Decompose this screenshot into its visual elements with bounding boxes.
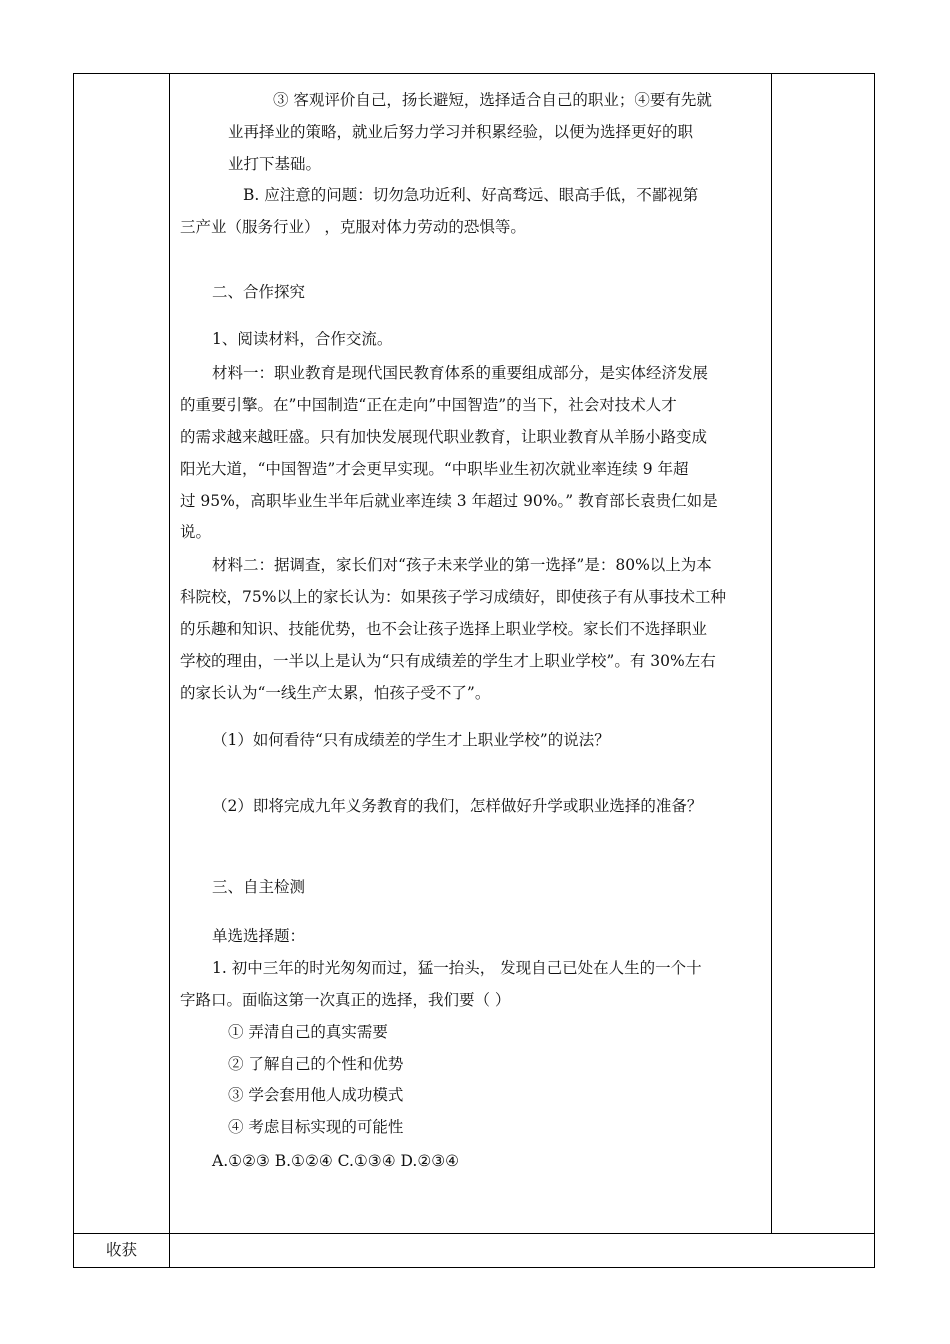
table-bottom-border — [73, 1267, 875, 1268]
row-divider — [73, 1233, 875, 1234]
question-1-line-2: 字路口。面临这第一次真正的选择，我们要（ ） — [180, 991, 511, 1009]
discussion-question-1: （1）如何看待“只有成绩差的学生才上职业学校”的说法？ — [212, 731, 610, 749]
harvest-label: 收获 — [106, 1241, 138, 1259]
question-option: ④ 考虑目标实现的可能性 — [228, 1118, 404, 1136]
discussion-question-2: （2）即将完成九年义务教育的我们，怎样做好升学或职业选择的准备？ — [212, 797, 703, 815]
question-option: ③ 学会套用他人成功模式 — [228, 1086, 404, 1104]
material-2-line: 的乐趣和知识、技能优势，也不会让孩子选择上职业学校。家长们不选择职业 — [180, 620, 708, 638]
material-1-line: 阳光大道，“中国智造”才会更早实现。“中职毕业生初次就业率连续 9 年超 — [180, 460, 689, 478]
material-2-line: 科院校，75%以上的家长认为：如果孩子学习成绩好，即使孩子有从事技术工种 — [180, 588, 726, 606]
intro-line-1: ③ 客观评价自己，扬长避短，选择适合自己的职业；④要有先就 — [273, 91, 712, 109]
intro-b-line-1: B. 应注意的问题：切勿急功近利、好高骛远、眼高手低，不鄙视第 — [243, 186, 699, 204]
intro-line-3: 业打下基础。 — [228, 155, 322, 173]
table-right-border — [874, 73, 875, 1268]
question-type-label: 单选选择题： — [212, 927, 306, 945]
intro-b-line-2: 三产业（服务行业） ，克服对体力劳动的恐惧等。 — [180, 218, 526, 236]
material-2-line: 的家长认为“一线生产太累，怕孩子受不了”。 — [180, 684, 491, 702]
question-option: ① 弄清自己的真实需要 — [228, 1023, 388, 1041]
section-2-item-1: 1、阅读材料，合作交流。 — [212, 330, 393, 348]
material-1-line: 说。 — [180, 523, 212, 541]
table-left-border — [73, 73, 74, 1268]
material-2-line: 材料二：据调查，家长们对“孩子未来学业的第一选择”是：80%以上为本 — [212, 556, 712, 574]
question-option: ② 了解自己的个性和优势 — [228, 1055, 404, 1073]
column-divider-right — [771, 73, 772, 1234]
question-1-line-1: 1. 初中三年的时光匆匆而过，猛一抬头， 发现自己已处在人生的一个十 — [212, 959, 702, 977]
material-1-line: 的需求越来越旺盛。只有加快发展现代职业教育，让职业教育从羊肠小路变成 — [180, 428, 708, 446]
material-1-line: 材料一：职业教育是现代国民教育体系的重要组成部分，是实体经济发展 — [212, 364, 709, 382]
material-1-line: 过 95%，高职毕业生半年后就业率连续 3 年超过 90%。” 教育部长袁贵仁如是 — [180, 492, 718, 510]
table-top-border — [73, 73, 875, 74]
section-3-title: 三、自主检测 — [212, 878, 306, 896]
material-1-line: 的重要引擎。在”中国制造“正在走向”中国智造”的当下，社会对技术人才 — [180, 396, 677, 414]
intro-line-2: 业再择业的策略，就业后努力学习并积累经验，以便为选择更好的职 — [228, 123, 694, 141]
section-2-title: 二、合作探究 — [212, 283, 306, 301]
material-2-line: 学校的理由，一半以上是认为“只有成绩差的学生才上职业学校”。有 30%左右 — [180, 652, 716, 670]
answer-choices: A.①②③ B.①②④ C.①③④ D.②③④ — [212, 1152, 460, 1170]
column-divider-left — [169, 73, 170, 1268]
